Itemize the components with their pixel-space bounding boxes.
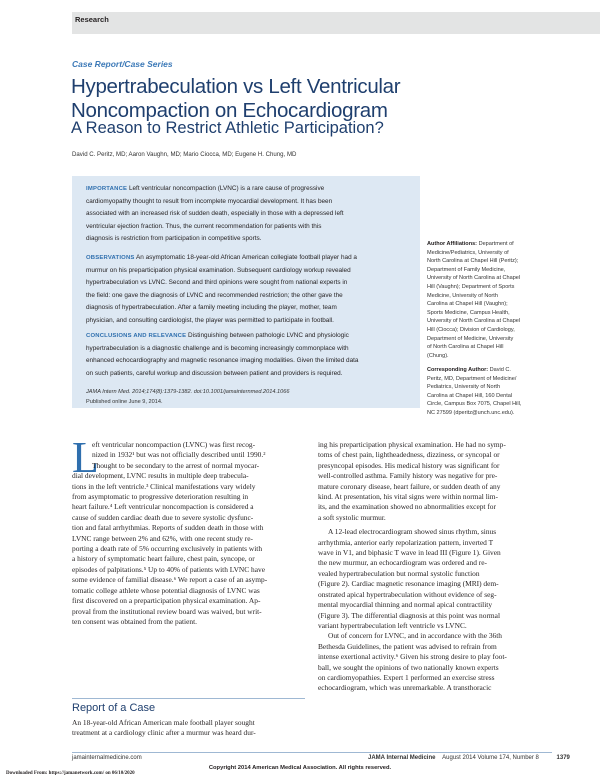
body-line: the new murmur, an echocardiogram was ordered and re-: [318, 558, 487, 568]
conclusions-line: hypertrabeculation is a diagnostic challenge and is becoming increasingly commonplace with: [86, 344, 349, 352]
body-line: intense exertional activity.⁶ Given his strong desire to play foot-: [318, 652, 507, 662]
body-line: wave in V1, and biphasic T wave in lead III (Figure 1). Given: [318, 548, 501, 558]
page-number: 1379: [556, 755, 570, 761]
affiliations-heading: Author Affiliations:: [427, 241, 478, 247]
body-line: cause of sudden cardiac death due to severe systolic dysfunc-: [72, 512, 254, 522]
body-line: An 18-year-old African American male football player sought: [72, 718, 255, 727]
corresponding-line: David C.: [489, 367, 511, 373]
body-line: eft ventricular noncompaction (LVNC) was first recog-: [92, 440, 256, 449]
body-line: porting a death rate of 5% occurring exclusively in patients with: [72, 544, 263, 554]
corresponding-line: Pediatrics, University of North: [427, 384, 501, 391]
footer-journal: JAMA Internal Medicine: [368, 755, 436, 761]
affiliation-line: Medicine, University of North: [427, 292, 498, 299]
observations-line: the field: one gave the diagnosis of LVNC and recommended restriction; the other gave the: [86, 291, 343, 299]
download-notice: Downloaded From: https://jamanetwork.com/ on 06/10/2020: [6, 771, 135, 776]
conclusions-line: Distinguishing between pathologic LVNC and physiologic: [188, 332, 349, 339]
affiliation-line: Medicine/Pediatrics, University of: [427, 249, 509, 256]
body-line: presyncopal episodes. His medical history was significant for: [318, 460, 500, 470]
affiliation-line: Department of Family Medicine,: [427, 266, 506, 273]
affiliation-line: Hill (Vaughn); Department of Sports: [427, 283, 515, 290]
corresponding-line: Circle, Campus Box 7075, Chapel Hill,: [427, 401, 522, 408]
section-bar: [72, 12, 600, 34]
conclusions-line: enhanced echocardiography and magnetic resonance imaging modalities. Given the limited data: [86, 357, 359, 364]
body-line: nized in 1932¹ but was not officially described until 1990.²: [92, 450, 266, 460]
observations-line: diagnosis of hypertrabeculation. After a family meeting including the player, mother, team: [86, 304, 337, 311]
body-line: mature coronary disease, heart failure, or sudden death of any: [318, 481, 501, 491]
abstract-observations: [86, 252, 404, 327]
body-line: vealed hypertrabeculation but normal systolic function: [318, 568, 480, 578]
affiliation-line: Hill (Ciocca); Division of Cardiology,: [427, 326, 515, 333]
case-text: [72, 718, 305, 739]
body-line: some evidence of familial disease.⁶ We report a case of an asymp-: [72, 575, 268, 585]
affiliation-line: Carolina at Chapel Hill (Vaughn);: [427, 301, 508, 308]
body-line: well-controlled asthma. Family history was negative for pre-: [318, 471, 498, 481]
body-line: echocardiogram, which was unremarkable. A transthoracic: [318, 683, 492, 693]
body-line: ing his preparticipation physical examination. He had no symp-: [318, 440, 506, 449]
body-line: a history of symptomatic heart failure, chest pain, syncope, or: [72, 554, 255, 564]
corresponding-line: Carolina at Chapel Hill, 160 Dental: [427, 392, 513, 399]
body-line: Out of concern for LVNC, and in accordance with the 36th: [328, 631, 502, 641]
article-type: Case Report/Case Series: [72, 59, 173, 69]
body-line: tomatic college athlete whose potential diagnosis of LVNC was: [72, 585, 260, 595]
copyright-notice: Copyright 2014 American Medical Association. All rights reserved.: [208, 765, 392, 771]
affiliation-line: University of North Carolina at Chapel: [427, 275, 521, 282]
affiliation-line: of North Carolina at Chapel Hill: [427, 344, 504, 351]
importance-line: Left ventricular noncompaction (LVNC) is a rare cause of progressive: [128, 185, 325, 192]
abstract-conclusions: [86, 330, 404, 380]
importance-line: diagnosis is restriction from participation in competitive sports.: [86, 235, 262, 242]
footer-rule: [72, 752, 552, 753]
citation-block: [86, 387, 406, 407]
body-line: kind. At presentation, his vital signs were within normal lim-: [318, 492, 499, 502]
body-line: (Figure 3). The differential diagnosis at this point was normal: [318, 610, 500, 620]
body-line: heart failure.⁴ Left ventricular noncompaction is considered a: [72, 502, 254, 512]
abstract-importance: [86, 183, 404, 246]
body-line: from asymptomatic to progressive deterioration resulting in: [72, 492, 249, 502]
body-line: toms of chest pain, lightheadedness, dizziness, or syncopal or: [318, 450, 500, 460]
body-line: ten consent was obtained from the patient.: [72, 616, 197, 626]
footer-issue: August 2014 Volume 174, Number 8: [442, 755, 539, 761]
footer-site[interactable]: jamainternalmedicine.com: [72, 755, 142, 761]
observations-heading: OBSERVATIONS: [86, 255, 135, 261]
body-line: proval from the institutional review board was waived, but writ-: [72, 606, 262, 616]
body-line: ball, we sought the opinions of two nationally known experts: [318, 662, 499, 672]
corresponding-author: [427, 366, 539, 418]
conclusions-heading: CONCLUSIONS AND RELEVANCE: [86, 333, 187, 339]
article-subtitle: A Reason to Restrict Athletic Participation?: [71, 119, 384, 137]
body-column-2: [318, 440, 551, 694]
citation: JAMA Intern Med. 2014;174(8):1379-1382. doi:10.1001/jamainternmed.2014.1066: [86, 389, 290, 395]
body-line: a soft systolic murmur.: [318, 512, 386, 522]
body-line: its, and the examination showed no abnormalities except for: [318, 502, 496, 512]
importance-line: cardiomyopathy thought to result from incomplete myocardial development. It has been: [86, 197, 333, 205]
body-line: (Figure 2). Cardiac magnetic resonance imaging (MRI) dem-: [318, 579, 499, 589]
observations-line: murmur on his preparticipation physical examination. Subsequent cardiology workup revealed: [86, 266, 351, 274]
corresponding-heading: Corresponding Author:: [427, 367, 489, 373]
body-line: onstrated apical hypertrabeculation without evidence of seg-: [318, 589, 497, 599]
body-line: Bethesda Guidelines, the patient was advised to refrain from: [318, 641, 497, 651]
body-line: on cardiomyopathies. Expert 1 performed an exercise stress: [318, 672, 495, 682]
drop-cap: L: [72, 433, 99, 482]
body-line: LVNC range between 2% and 62%, with one recent study re-: [72, 533, 253, 543]
body-line: tions in the left ventricle.³ Clinical manifestations vary widely: [72, 481, 256, 491]
body-line: A 12-lead electrocardiogram showed sinus rhythm, sinus: [328, 527, 497, 537]
case-heading: Report of a Case: [72, 702, 156, 714]
body-line: episodes of palpitations.⁵ Up to 40% of patients with LVNC have: [72, 564, 265, 574]
observations-line: An asymptomatic 18-year-old African American collegiate football player had a: [136, 254, 357, 261]
importance-heading: IMPORTANCE: [86, 186, 128, 192]
body-line: tion and fatal arrhythmias. Reports of sudden death in those with: [72, 523, 264, 533]
corresponding-line: Peritz, MD, Department of Medicine/: [427, 375, 517, 382]
footer-journal-info: [368, 755, 570, 761]
email-link[interactable]: NC 27599 (dperitz@unch.unc.edu).: [427, 409, 515, 416]
affiliation-line: University of North Carolina at Chapel: [427, 318, 521, 325]
body-line: dial development, LVNC results in multiple deep trabecula-: [72, 471, 249, 481]
body-line: Thought to be secondary to the arrest of normal myocar-: [92, 460, 260, 470]
author-affiliations: [427, 240, 539, 360]
body-line: arrhythmia, anterior early repolarization pattern, inverted T: [318, 537, 494, 547]
body-line: first discovered on a preparticipation physical examination. Ap-: [72, 596, 261, 606]
section-rule: [72, 698, 305, 699]
article-title: Hypertrabeculation vs Left Ventricular Noncompaction on Echocardiogram: [71, 75, 401, 122]
published-date: Published online June 9, 2014.: [86, 399, 163, 405]
affiliation-line: Department of Medicine, University: [427, 335, 514, 342]
observations-line: hypertrabeculation vs LVNC. Second and third opinions were sought from national experts in: [86, 279, 348, 286]
importance-line: ventricular ejection fraction. Thus, the current recommendation for patients with this: [86, 222, 322, 230]
body-line: variant hypertrabeculation left ventricle vs LVNC.: [318, 620, 467, 630]
body-line: mental myocardial thinning and normal apical contractility: [318, 600, 493, 610]
observations-line: physician, and consulting cardiologist, the player was permitted to participate in football.: [86, 316, 334, 324]
affiliation-line: Department of: [478, 241, 514, 247]
body-column-1: [72, 433, 305, 627]
affiliation-line: North Carolina at Chapel Hill (Peritz);: [427, 258, 519, 265]
body-line: treatment at a cardiology clinic after a murmur was heard dur-: [72, 728, 256, 738]
author-list: David C. Peritz, MD; Aaron Vaughn, MD; Mario Ciocca, MD; Eugene H. Chung, MD: [72, 151, 297, 158]
section-label: Research: [75, 15, 109, 24]
affiliation-line: Sports Medicine, Campus Health,: [427, 309, 510, 316]
affiliation-line: (Chung).: [427, 352, 449, 359]
importance-line: associated with an increased risk of sudden death, especially in those with a depressed left: [86, 210, 344, 217]
conclusions-line: on such patients, careful workup and discussion between patient and providers is required.: [86, 369, 343, 377]
